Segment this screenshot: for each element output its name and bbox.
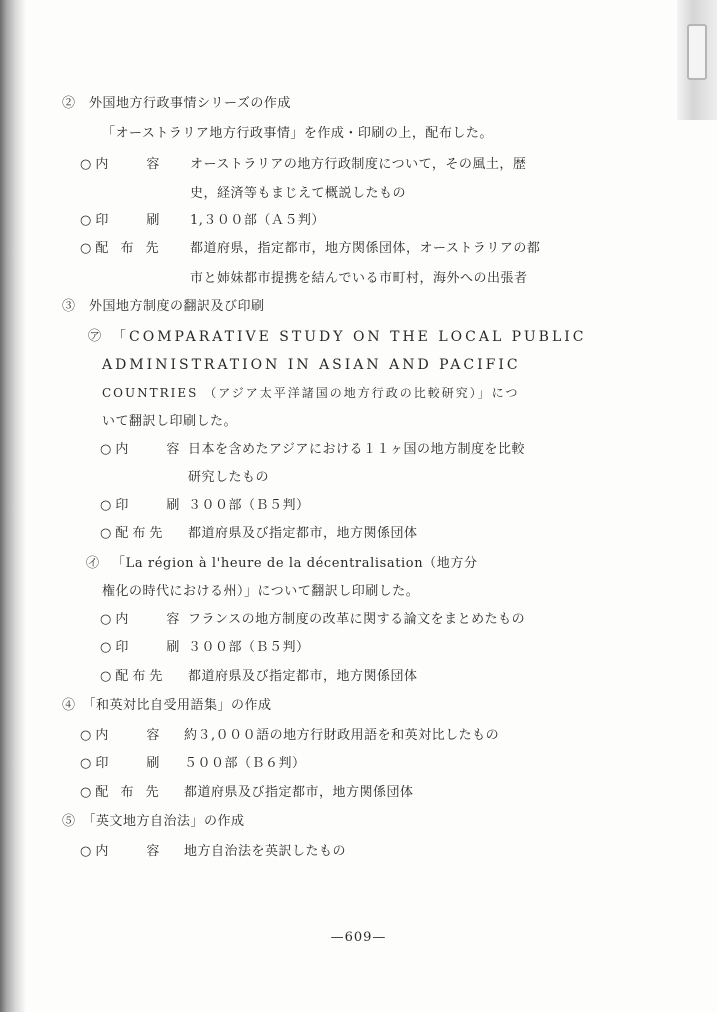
s3b-print-text: ３００部（Ｂ５判） xyxy=(188,640,310,655)
s3a-content-text-1: 日本を含めたアジアにおける１１ヶ国の地方制度を比較 xyxy=(188,442,525,457)
section-2-intro: 「オーストラリア地方行政事情」を作成・印刷の上，配布した。 xyxy=(102,126,493,141)
s4-dist-text: 都道府県及び指定都市，地方関係団体 xyxy=(184,785,414,800)
page-number: —609— xyxy=(330,930,387,945)
s5-content-text: 地方自治法を英訳したもの xyxy=(184,844,347,859)
s3b-marker: ㋑ xyxy=(86,556,100,571)
section-4-heading: ④ 「和英対比自受用語集」の作成 xyxy=(62,698,272,713)
s3a-line-4: いて翻訳し印刷した。 xyxy=(102,414,238,429)
s3a-print-label: ○印 刷 xyxy=(100,498,184,513)
s3b-dist-text: 都道府県及び指定都市，地方関係団体 xyxy=(188,669,418,684)
s2-print-text: 1,３００部（Ａ５判） xyxy=(190,213,325,228)
s2-dist-label: ○配 布 先 xyxy=(80,241,163,256)
s5-content-label: ○内 容 xyxy=(80,844,164,859)
s4-print-label: ○印 刷 xyxy=(80,756,164,771)
s2-content-label: ○内 容 xyxy=(80,157,164,172)
s2-dist-text-1: 都道府県，指定都市，地方関係団体，オーストラリアの都 xyxy=(190,241,541,256)
s4-content-text: 約３,０００語の地方行財政用語を和英対比したもの xyxy=(184,728,500,743)
s2-content-text-2: 史，経済等もまじえて概説したもの xyxy=(190,186,407,201)
binding-tab-mark xyxy=(687,24,707,80)
s3a-dist-text: 都道府県及び指定都市，地方関係団体 xyxy=(188,526,418,541)
s3b-line-2: 権化の時代における州）」について翻訳し印刷した。 xyxy=(102,584,420,599)
s3b-content-label: ○内 容 xyxy=(100,612,184,627)
s3a-marker: ㋐ xyxy=(88,329,102,344)
s3a-print-text: ３００部（Ｂ５判） xyxy=(188,498,310,513)
s3a-line-2: ADMINISTRATION IN ASIAN AND PACIFIC xyxy=(102,357,521,373)
section-5-heading: ⑤ 「英文地方自治法」の作成 xyxy=(62,814,245,829)
s3a-line-1: 「COMPARATIVE STUDY ON THE LOCAL PUBLIC xyxy=(112,329,587,345)
s4-content-label: ○内 容 xyxy=(80,728,164,743)
section-3-heading: ③ 外国地方制度の翻訳及び印刷 xyxy=(62,299,265,314)
s3b-print-label: ○印 刷 xyxy=(100,640,184,655)
s3a-content-label: ○内 容 xyxy=(100,442,184,457)
s3a-content-text-2: 研究したもの xyxy=(188,470,270,485)
s4-print-text: ５００部（Ｂ６判） xyxy=(184,756,306,771)
s2-dist-text-2: 市と姉妹都市提携を結んでいる市町村，海外への出張者 xyxy=(190,271,528,286)
s3a-dist-label: ○配布先 xyxy=(100,526,167,541)
binding-tab xyxy=(677,0,717,120)
s2-print-label: ○印 刷 xyxy=(80,213,164,228)
section-2-heading: ② 外国地方行政事情シリーズの作成 xyxy=(62,96,291,111)
s3b-content-text: フランスの地方制度の改革に関する論文をまとめたもの xyxy=(188,612,526,627)
s3b-line-1: 「La région à l'heure de la décentralisation（地方分 xyxy=(112,556,478,571)
s4-dist-label: ○配 布 先 xyxy=(80,785,163,800)
s3b-dist-label: ○配布先 xyxy=(100,669,167,684)
s2-content-text-1: オーストラリアの地方行政制度について，その風土，歴 xyxy=(190,157,527,172)
s3a-line-3: COUNTRIES （アジア太平洋諸国の地方行政の比較研究）」につ xyxy=(102,386,520,400)
scan-shadow xyxy=(0,0,26,1012)
